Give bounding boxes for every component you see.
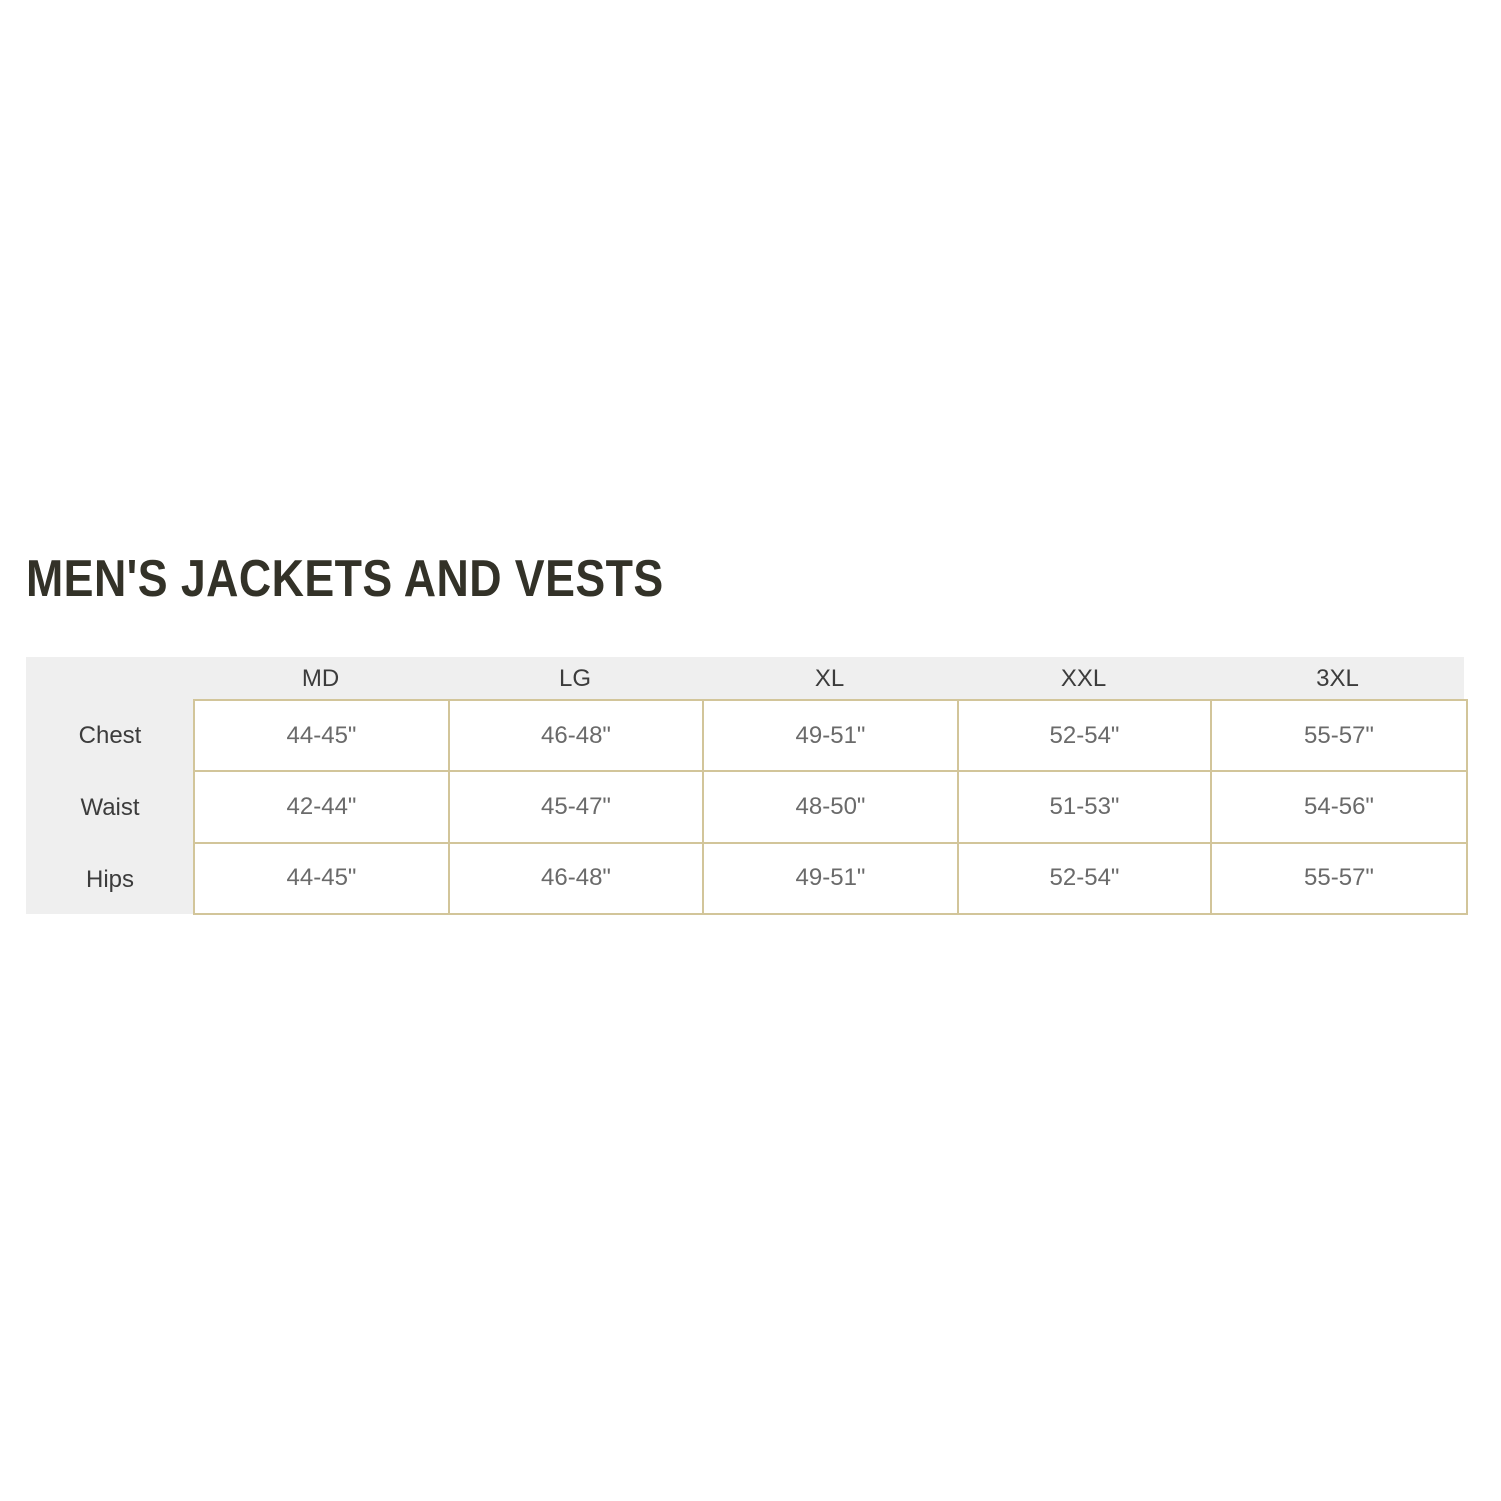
chest-3xl-cell: 55-57" bbox=[1211, 700, 1467, 771]
size-header-lg: LG bbox=[558, 665, 591, 692]
size-header-xxl: XXL bbox=[1060, 665, 1107, 692]
row-label-waist: Waist bbox=[80, 794, 140, 821]
size-header-md: MD bbox=[301, 665, 340, 692]
hips-xl-cell: 49-51" bbox=[703, 843, 958, 914]
chest-md-cell: 44-45" bbox=[194, 700, 449, 771]
row-label-hips: Hips bbox=[85, 866, 134, 893]
hips-lg-cell: 46-48" bbox=[449, 843, 703, 914]
chest-lg-cell: 46-48" bbox=[449, 700, 703, 771]
hips-xxl-cell: 52-54" bbox=[958, 843, 1211, 914]
page-title: MEN'S JACKETS AND VESTS bbox=[26, 550, 664, 608]
table-row bbox=[194, 843, 1467, 914]
table-row bbox=[194, 700, 1467, 771]
measurement-grid bbox=[193, 699, 1468, 915]
waist-md-cell: 42-44" bbox=[194, 771, 449, 842]
waist-3xl-cell: 54-56" bbox=[1211, 771, 1467, 842]
waist-lg-cell: 45-47" bbox=[449, 771, 703, 842]
hips-3xl-cell: 55-57" bbox=[1211, 843, 1467, 914]
size-header-xl: XL bbox=[814, 665, 845, 692]
table-row bbox=[194, 771, 1467, 842]
size-chart bbox=[26, 657, 1466, 915]
chest-xxl-cell: 52-54" bbox=[958, 700, 1211, 771]
size-header-3xl: 3XL bbox=[1316, 665, 1359, 692]
waist-xxl-cell: 51-53" bbox=[958, 771, 1211, 842]
chest-xl-cell: 49-51" bbox=[703, 700, 958, 771]
hips-md-cell: 44-45" bbox=[194, 843, 449, 914]
row-label-chest: Chest bbox=[78, 722, 142, 749]
waist-xl-cell: 48-50" bbox=[703, 771, 958, 842]
